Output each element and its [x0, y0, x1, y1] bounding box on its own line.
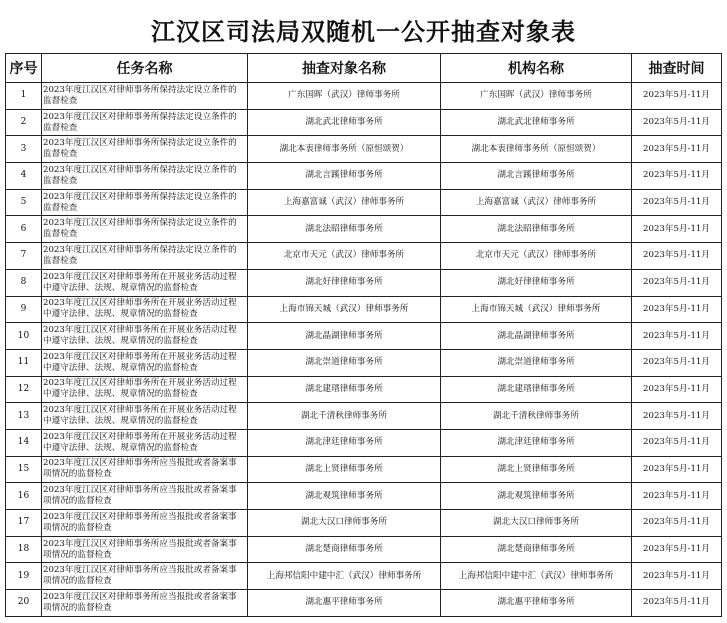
org-name-cell: 湖北大汉口律师事务所: [441, 510, 632, 537]
task-name-cell: 2023年度江汉区对律师事务所应当报批或者备案事项情况的监督检查: [42, 590, 248, 617]
table-row: [6, 349, 722, 376]
task-name-cell: 2023年度江汉区对律师事务所保持法定设立条件的监督检查: [42, 109, 248, 136]
inspection-time-cell: 2023年5月-11月: [632, 456, 722, 483]
org-name-cell: 北京市天元（武汉）律师事务所: [441, 243, 632, 270]
table-row: [6, 483, 722, 510]
table-row: [6, 590, 722, 617]
table-row: [6, 403, 722, 430]
org-name-cell: 湖北上贤律师事务所: [441, 456, 632, 483]
org-name-cell: 湖北千清秋律师事务所: [441, 403, 632, 430]
row-index: 10: [6, 323, 42, 350]
row-index: 17: [6, 510, 42, 537]
table-row: [6, 269, 722, 296]
inspection-time-cell: 2023年5月-11月: [632, 163, 722, 190]
row-index: 20: [6, 590, 42, 617]
inspection-time-cell: 2023年5月-11月: [632, 323, 722, 350]
target-name-cell: 广东国晖（武汉）律师事务所: [248, 83, 441, 110]
org-name-cell: 湖北惠平律师事务所: [441, 590, 632, 617]
row-index: 13: [6, 403, 42, 430]
org-name-cell: 湖北本衷律师事务所（原恒颂贺）: [441, 136, 632, 163]
target-name-cell: 上海嘉富诚（武汉）律师事务所: [248, 189, 441, 216]
table-row: [6, 536, 722, 563]
target-name-cell: 湖北观筑律师事务所: [248, 483, 441, 510]
table-row: [6, 376, 722, 403]
task-name-cell: 2023年度江汉区对律师事务所保持法定设立条件的监督检查: [42, 83, 248, 110]
row-index: 12: [6, 376, 42, 403]
table-row: [6, 296, 722, 323]
inspection-time-cell: 2023年5月-11月: [632, 243, 722, 270]
table-row: [6, 510, 722, 537]
org-name-cell: 湖北好律律师事务所: [441, 269, 632, 296]
row-index: 6: [6, 216, 42, 243]
task-name-cell: 2023年度江汉区对律师事务所在开展业务活动过程中遵守法律、法规、规章情况的监督检查: [42, 296, 248, 323]
org-name-cell: 广东国晖（武汉）律师事务所: [441, 83, 632, 110]
task-name-cell: 2023年度江汉区对律师事务所保持法定设立条件的监督检查: [42, 189, 248, 216]
row-index: 4: [6, 163, 42, 190]
table-row: [6, 216, 722, 243]
target-name-cell: 湖北言蹊律师事务所: [248, 163, 441, 190]
task-name-cell: 2023年度江汉区对律师事务所应当报批或者备案事项情况的监督检查: [42, 456, 248, 483]
inspection-time-cell: 2023年5月-11月: [632, 429, 722, 456]
header-index: 序号: [6, 54, 42, 83]
row-index: 3: [6, 136, 42, 163]
task-name-cell: 2023年度江汉区对律师事务所应当报批或者备案事项情况的监督检查: [42, 536, 248, 563]
task-name-cell: 2023年度江汉区对律师事务所应当报批或者备案事项情况的监督检查: [42, 510, 248, 537]
task-name-cell: 2023年度江汉区对律师事务所在开展业务活动过程中遵守法律、法规、规章情况的监督检查: [42, 376, 248, 403]
row-index: 2: [6, 109, 42, 136]
task-name-cell: 2023年度江汉区对律师事务所在开展业务活动过程中遵守法律、法规、规章情况的监督检查: [42, 323, 248, 350]
target-name-cell: 湖北法昭律师事务所: [248, 216, 441, 243]
inspection-time-cell: 2023年5月-11月: [632, 376, 722, 403]
target-name-cell: 湖北上贤律师事务所: [248, 456, 441, 483]
target-name-cell: 湖北好律律师事务所: [248, 269, 441, 296]
table-row: [6, 456, 722, 483]
target-name-cell: 湖北千清秋律师事务所: [248, 403, 441, 430]
row-index: 8: [6, 269, 42, 296]
row-index: 7: [6, 243, 42, 270]
row-index: 19: [6, 563, 42, 590]
row-index: 5: [6, 189, 42, 216]
target-name-cell: 湖北崇道律师事务所: [248, 349, 441, 376]
header-target-name: 抽查对象名称: [248, 54, 441, 83]
row-index: 14: [6, 429, 42, 456]
table-row: [6, 83, 722, 110]
inspection-time-cell: 2023年5月-11月: [632, 216, 722, 243]
table-body: [6, 83, 722, 617]
inspection-time-cell: 2023年5月-11月: [632, 590, 722, 617]
table-row: [6, 163, 722, 190]
target-name-cell: 湖北楚商律师事务所: [248, 536, 441, 563]
inspection-time-cell: 2023年5月-11月: [632, 510, 722, 537]
org-name-cell: 湖北武北律师事务所: [441, 109, 632, 136]
row-index: 1: [6, 83, 42, 110]
table-row: [6, 136, 722, 163]
row-index: 9: [6, 296, 42, 323]
org-name-cell: 湖北建瑨律师事务所: [441, 376, 632, 403]
header-org-name: 机构名称: [441, 54, 632, 83]
table-header-row: [6, 54, 722, 83]
target-name-cell: 上海邦信阳中建中汇（武汉）律师事务所: [248, 563, 441, 590]
inspection-time-cell: 2023年5月-11月: [632, 483, 722, 510]
target-name-cell: 湖北武北律师事务所: [248, 109, 441, 136]
inspection-time-cell: 2023年5月-11月: [632, 109, 722, 136]
task-name-cell: 2023年度江汉区对律师事务所在开展业务活动过程中遵守法律、法规、规章情况的监督检查: [42, 269, 248, 296]
page-title: 江汉区司法局双随机一公开抽查对象表: [151, 18, 576, 46]
org-name-cell: 湖北崇道律师事务所: [441, 349, 632, 376]
row-index: 18: [6, 536, 42, 563]
inspection-time-cell: 2023年5月-11月: [632, 83, 722, 110]
task-name-cell: 2023年度江汉区对律师事务所应当报批或者备案事项情况的监督检查: [42, 483, 248, 510]
target-name-cell: 湖北大汉口律师事务所: [248, 510, 441, 537]
inspection-time-cell: 2023年5月-11月: [632, 536, 722, 563]
inspection-time-cell: 2023年5月-11月: [632, 189, 722, 216]
target-name-cell: 北京市天元（武汉）律师事务所: [248, 243, 441, 270]
org-name-cell: 湖北津廷律师事务所: [441, 429, 632, 456]
target-name-cell: 上海市锦天城（武汉）律师事务所: [248, 296, 441, 323]
inspection-time-cell: 2023年5月-11月: [632, 403, 722, 430]
header-inspection-time: 抽查时间: [632, 54, 722, 83]
table-row: [6, 109, 722, 136]
target-name-cell: 湖北惠平律师事务所: [248, 590, 441, 617]
table-row: [6, 243, 722, 270]
target-name-cell: 湖北津廷律师事务所: [248, 429, 441, 456]
org-name-cell: 湖北楚商律师事务所: [441, 536, 632, 563]
org-name-cell: 湖北晶湖律师事务所: [441, 323, 632, 350]
header-task-name: 任务名称: [42, 54, 248, 83]
org-name-cell: 上海市锦天城（武汉）律师事务所: [441, 296, 632, 323]
task-name-cell: 2023年度江汉区对律师事务所应当报批或者备案事项情况的监督检查: [42, 563, 248, 590]
org-name-cell: 湖北观筑律师事务所: [441, 483, 632, 510]
inspection-table: [5, 53, 722, 617]
row-index: 16: [6, 483, 42, 510]
table-row: [6, 189, 722, 216]
task-name-cell: 2023年度江汉区对律师事务所在开展业务活动过程中遵守法律、法规、规章情况的监督检查: [42, 403, 248, 430]
org-name-cell: 上海嘉富诚（武汉）律师事务所: [441, 189, 632, 216]
inspection-time-cell: 2023年5月-11月: [632, 563, 722, 590]
table-row: [6, 429, 722, 456]
inspection-time-cell: 2023年5月-11月: [632, 296, 722, 323]
target-name-cell: 湖北本衷律师事务所（原恒颂贺）: [248, 136, 441, 163]
task-name-cell: 2023年度江汉区对律师事务所保持法定设立条件的监督检查: [42, 136, 248, 163]
org-name-cell: 上海邦信阳中建中汇（武汉）律师事务所: [441, 563, 632, 590]
task-name-cell: 2023年度江汉区对律师事务所在开展业务活动过程中遵守法律、法规、规章情况的监督检查: [42, 349, 248, 376]
org-name-cell: 湖北言蹊律师事务所: [441, 163, 632, 190]
task-name-cell: 2023年度江汉区对律师事务所在开展业务活动过程中遵守法律、法规、规章情况的监督检查: [42, 429, 248, 456]
task-name-cell: 2023年度江汉区对律师事务所保持法定设立条件的监督检查: [42, 243, 248, 270]
task-name-cell: 2023年度江汉区对律师事务所保持法定设立条件的监督检查: [42, 216, 248, 243]
row-index: 15: [6, 456, 42, 483]
inspection-time-cell: 2023年5月-11月: [632, 349, 722, 376]
inspection-time-cell: 2023年5月-11月: [632, 136, 722, 163]
table-row: [6, 323, 722, 350]
row-index: 11: [6, 349, 42, 376]
target-name-cell: 湖北晶湖律师事务所: [248, 323, 441, 350]
target-name-cell: 湖北建瑨律师事务所: [248, 376, 441, 403]
org-name-cell: 湖北法昭律师事务所: [441, 216, 632, 243]
table-row: [6, 563, 722, 590]
task-name-cell: 2023年度江汉区对律师事务所保持法定设立条件的监督检查: [42, 163, 248, 190]
inspection-time-cell: 2023年5月-11月: [632, 269, 722, 296]
